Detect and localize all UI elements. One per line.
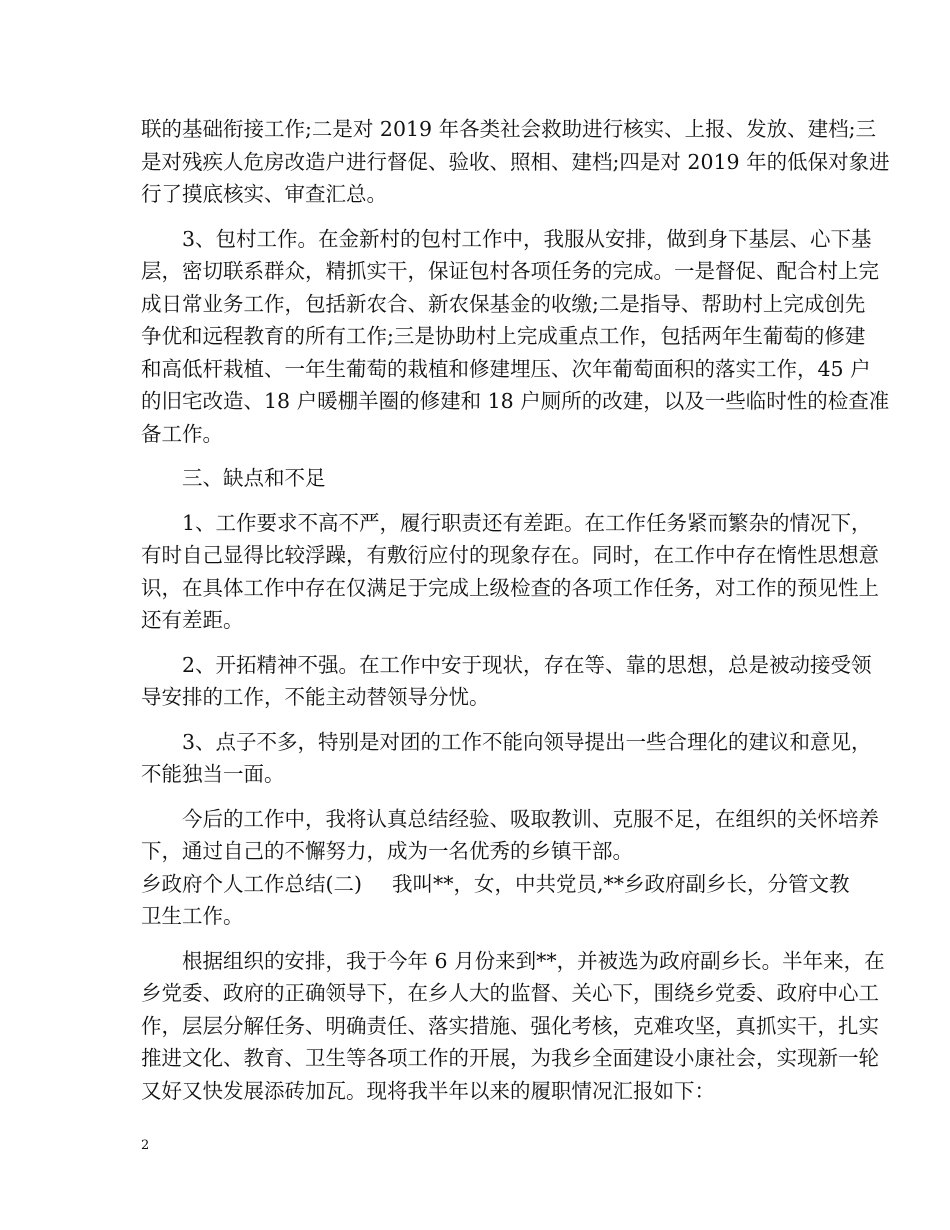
text-line: 2、开拓精神不强。在工作中安于现状，存在等、靠的思想，总是被动接受领 bbox=[182, 652, 872, 677]
text-line: 又好又快发展添砖加瓦。现将我半年以来的履职情况汇报如下： bbox=[141, 1078, 715, 1103]
text-line: 乡党委、政府的正确领导下，在乡人大的监督、关心下，围绕乡党委、政府中心工 bbox=[141, 981, 879, 1005]
section-heading-text: 我叫**，女，中共党员,**乡政府副乡长，分管文教 bbox=[392, 871, 850, 896]
text-line: 3、点子不多，特别是对团的工作不能向领导提出一些合理化的建议和意见， bbox=[182, 729, 872, 754]
text-line: 卫生工作。 bbox=[141, 904, 244, 928]
text-line: 行了摸底核实、审查汇总。 bbox=[141, 182, 387, 206]
text-line: 和高低杆栽植、一年生葡萄的栽植和修建埋压、次年葡萄面积的落实工作，45 户 bbox=[141, 356, 871, 381]
section-heading-line bbox=[141, 868, 850, 901]
text-line: 作，层层分解任务、明确责任、落实措施、强化考核，克难攻坚，真抓实干，扎实 bbox=[141, 1013, 879, 1038]
text-line: 1、工作要求不高不严，履行职责还有差距。在工作任务紧而繁杂的情况下， bbox=[182, 510, 872, 535]
text-line: 的旧宅改造、18 户暖棚羊圈的修建和 18 户厕所的改建，以及一些临时性的检查准 bbox=[141, 389, 890, 413]
page-number: 2 bbox=[141, 1138, 150, 1153]
section-heading: 三、缺点和不足 bbox=[182, 466, 326, 490]
text-line: 导安排的工作，不能主动替领导分忧。 bbox=[141, 685, 490, 709]
text-line: 还有差距。 bbox=[141, 608, 244, 632]
section-heading-title: 乡政府个人工作总结(二) bbox=[141, 871, 362, 896]
text-line: 有时自己显得比较浮躁，有敷衍应付的现象存在。同时，在工作中存在惰性思想意 bbox=[141, 543, 879, 567]
text-line: 3、包村工作。在金新村的包村工作中，我服从安排，做到身下基层、心下基 bbox=[182, 226, 872, 251]
text-line: 成日常业务工作，包括新农合、新农保基金的收缴;二是指导、帮助村上完成创先 bbox=[141, 291, 866, 316]
text-line: 备工作。 bbox=[141, 421, 223, 446]
text-line: 联的基础衔接工作;二是对 2019 年各类社会救助进行核实、上报、发放、建档;三 bbox=[141, 117, 877, 141]
document-body bbox=[141, 113, 890, 1107]
text-line: 下，通过自己的不懈努力，成为一名优秀的乡镇干部。 bbox=[141, 839, 633, 863]
text-line: 今后的工作中，我将认真总结经验、吸取教训、克服不足，在组织的关怀培养 bbox=[182, 806, 879, 831]
text-line: 层，密切联系群众，精抓实干，保证包村各项任务的完成。一是督促、配合村上完 bbox=[141, 259, 879, 283]
text-line: 不能独当一面。 bbox=[141, 762, 285, 786]
text-line: 争优和远程教育的所有工作;三是协助村上完成重点工作，包括两年生葡萄的修建 bbox=[141, 324, 866, 348]
text-line: 根据组织的安排，我于今年 6 月份来到**，并被选为政府副乡长。半年来，在 bbox=[182, 948, 885, 973]
text-line: 推进文化、教育、卫生等各项工作的开展，为我乡全面建设小康社会，实现新一轮 bbox=[141, 1046, 879, 1070]
text-line: 识，在具体工作中存在仅满足于完成上级检查的各项工作任务，对工作的预见性上 bbox=[141, 575, 879, 600]
text-line: 是对残疾人危房改造户进行督促、验收、照相、建档;四是对 2019 年的低保对象进 bbox=[141, 149, 890, 174]
